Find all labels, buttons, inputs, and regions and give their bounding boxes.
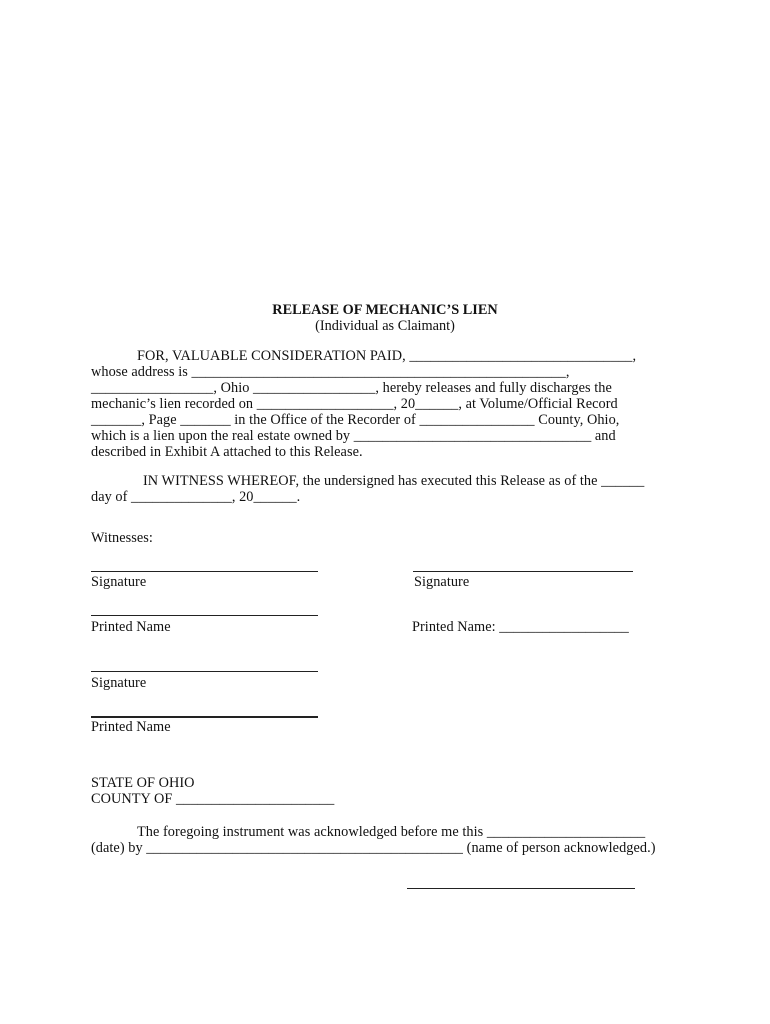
paragraph-1-line-6: which is a lien upon the real estate owned by _________________________________ and bbox=[91, 428, 616, 444]
document-title: RELEASE OF MECHANIC’S LIEN bbox=[272, 302, 498, 318]
witness-1-printed-name-line[interactable] bbox=[91, 615, 318, 616]
witness-1-signature-line[interactable] bbox=[91, 571, 318, 572]
claimant-signature-label: Signature bbox=[414, 574, 470, 590]
witness-2-signature-line[interactable] bbox=[91, 671, 318, 672]
paragraph-1-line-3: _________________, Ohio _________________, hereby releases and fully discharges the bbox=[91, 380, 612, 396]
paragraph-1-line-5: _______, Page _______ in the Office of the Recorder of ________________ County, Ohio, bbox=[91, 412, 620, 428]
paragraph-1-line-1: FOR, VALUABLE CONSIDERATION PAID, _______________________________, bbox=[137, 348, 637, 364]
paragraph-2-line-2: day of ______________, 20______. bbox=[91, 489, 301, 505]
witness-1-signature-label: Signature bbox=[91, 574, 147, 590]
acknowledgment-line-2: (date) by ____________________________________________ (name of person acknowledged.) bbox=[91, 840, 656, 856]
paragraph-1-line-7: described in Exhibit A attached to this Release. bbox=[91, 444, 363, 460]
paragraph-1-line-2: whose address is ____________________________________________________, bbox=[91, 364, 570, 380]
witness-2-printed-name-label: Printed Name bbox=[91, 719, 171, 735]
state-heading: STATE OF OHIO bbox=[91, 775, 195, 791]
claimant-printed-name-field[interactable]: Printed Name: __________________ bbox=[412, 619, 629, 635]
acknowledgment-line-1: The foregoing instrument was acknowledged before me this ______________________ bbox=[137, 824, 646, 840]
document-subtitle: (Individual as Claimant) bbox=[315, 318, 455, 334]
paragraph-1-line-4: mechanic’s lien recorded on ___________________, 20______, at Volume/Official Record bbox=[91, 396, 618, 412]
paragraph-2-line-1: IN WITNESS WHEREOF, the undersigned has executed this Release as of the ______ bbox=[143, 473, 645, 489]
witness-1-printed-name-label: Printed Name bbox=[91, 619, 171, 635]
witness-2-printed-name-line[interactable] bbox=[91, 716, 318, 718]
notary-signature-line[interactable] bbox=[407, 888, 635, 889]
claimant-signature-line[interactable] bbox=[413, 571, 633, 572]
witnesses-label: Witnesses: bbox=[91, 530, 153, 546]
witness-2-signature-label: Signature bbox=[91, 675, 147, 691]
county-heading[interactable]: COUNTY OF ______________________ bbox=[91, 791, 335, 807]
